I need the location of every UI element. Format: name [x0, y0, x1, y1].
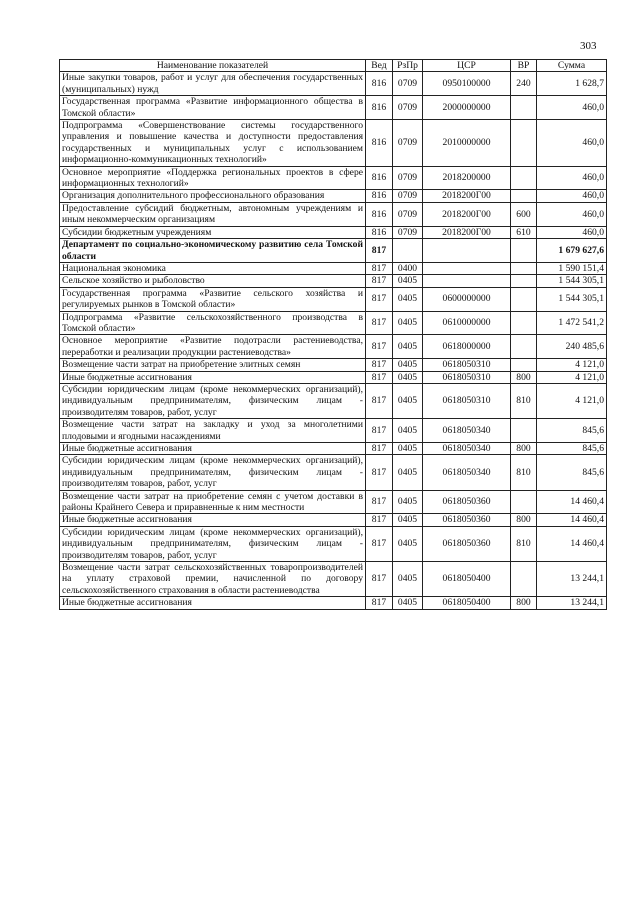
cell-vr: 800 — [511, 371, 537, 383]
cell-name: Иные бюджетные ассигнования — [60, 371, 366, 383]
cell-rzpr: 0405 — [393, 514, 423, 526]
cell-ved: 817 — [366, 311, 393, 335]
cell-name: Возмещение части затрат сельскохозяйственных товаропроизводителей на уплату страховой премии, начисленной по договору сельскохозяйственного страхования в области растениеводства — [60, 562, 366, 597]
table-row — [60, 275, 607, 287]
cell-vr: 600 — [511, 202, 537, 226]
cell-rzpr: 0405 — [393, 275, 423, 287]
table-row — [60, 96, 607, 120]
cell-sum: 14 460,4 — [537, 490, 607, 514]
cell-vr — [511, 287, 537, 311]
cell-csr: 0618050360 — [423, 514, 511, 526]
cell-csr: 0618050340 — [423, 443, 511, 455]
cell-csr: 0610000000 — [423, 311, 511, 335]
cell-name: Субсидии юридическим лицам (кроме некоммерческих организаций), индивидуальным предпринимателям, физическим лицам - производителям товаров, работ, услуг — [60, 455, 366, 490]
cell-csr: 2018200Г00 — [423, 202, 511, 226]
cell-vr — [511, 359, 537, 371]
cell-csr: 0618050340 — [423, 419, 511, 443]
cell-ved: 817 — [366, 371, 393, 383]
table-row — [60, 597, 607, 609]
cell-name: Субсидии юридическим лицам (кроме некоммерческих организаций), индивидуальным предпринимателям, физическим лицам - производителям товаров, работ, услуг — [60, 383, 366, 418]
cell-sum: 1 590 151,4 — [537, 262, 607, 274]
cell-name: Департамент по социально-экономическому развитию села Томской области — [60, 239, 366, 263]
cell-sum: 460,0 — [537, 226, 607, 238]
col-header-ved: Вед — [366, 60, 393, 72]
cell-name: Предоставление субсидий бюджетным, автономным учреждениям и иным некоммерческим организациям — [60, 202, 366, 226]
cell-ved: 816 — [366, 72, 393, 96]
cell-ved: 817 — [366, 335, 393, 359]
cell-name: Иные бюджетные ассигнования — [60, 514, 366, 526]
cell-csr: 0618050310 — [423, 359, 511, 371]
cell-vr: 810 — [511, 383, 537, 418]
cell-csr — [423, 275, 511, 287]
cell-csr — [423, 239, 511, 263]
cell-csr: 0618050310 — [423, 383, 511, 418]
cell-csr: 2018200000 — [423, 166, 511, 190]
table-row — [60, 526, 607, 561]
cell-name: Возмещение части затрат на приобретение элитных семян — [60, 359, 366, 371]
cell-sum: 240 485,6 — [537, 335, 607, 359]
cell-sum: 4 121,0 — [537, 371, 607, 383]
cell-csr: 2018200Г00 — [423, 226, 511, 238]
cell-rzpr: 0405 — [393, 597, 423, 609]
cell-rzpr: 0405 — [393, 371, 423, 383]
cell-vr — [511, 96, 537, 120]
table-row — [60, 562, 607, 597]
cell-sum: 1 628,7 — [537, 72, 607, 96]
cell-rzpr: 0405 — [393, 419, 423, 443]
cell-ved: 816 — [366, 202, 393, 226]
cell-ved: 816 — [366, 96, 393, 120]
cell-vr — [511, 239, 537, 263]
table-row — [60, 335, 607, 359]
cell-sum: 460,0 — [537, 202, 607, 226]
cell-name: Подпрограмма «Совершенствование системы государственного управления и повышение качества и доступности предоставления государственных и муниципальных услуг с использованием информационно-коммуникационных технологий» — [60, 120, 366, 167]
cell-name: Подпрограмма «Развитие сельскохозяйственного производства в Томской области» — [60, 311, 366, 335]
cell-name: Иные бюджетные ассигнования — [60, 597, 366, 609]
cell-name: Возмещение части затрат на приобретение семян с учетом доставки в районы Крайнего Севера и приравненные к ним местности — [60, 490, 366, 514]
cell-vr: 240 — [511, 72, 537, 96]
cell-csr: 0618050360 — [423, 490, 511, 514]
cell-sum: 13 244,1 — [537, 597, 607, 609]
cell-csr: 2000000000 — [423, 96, 511, 120]
cell-csr: 0618050310 — [423, 371, 511, 383]
cell-vr — [511, 419, 537, 443]
cell-name: Основное мероприятие «Развитие подотрасли растениеводства, переработки и реализации продукции растениеводства» — [60, 335, 366, 359]
cell-csr: 0618000000 — [423, 335, 511, 359]
table-row — [60, 166, 607, 190]
cell-vr — [511, 311, 537, 335]
table-row — [60, 490, 607, 514]
cell-name: Субсидии юридическим лицам (кроме некоммерческих организаций), индивидуальным предпринимателям, физическим лицам - производителям товаров, работ, услуг — [60, 526, 366, 561]
cell-sum: 460,0 — [537, 120, 607, 167]
cell-csr: 0618050360 — [423, 526, 511, 561]
cell-sum: 1 679 627,6 — [537, 239, 607, 263]
table-row — [60, 419, 607, 443]
cell-rzpr: 0709 — [393, 202, 423, 226]
cell-csr: 2018200Г00 — [423, 190, 511, 202]
cell-ved: 817 — [366, 419, 393, 443]
table-body — [60, 72, 607, 609]
cell-sum: 4 121,0 — [537, 383, 607, 418]
cell-ved: 817 — [366, 490, 393, 514]
cell-rzpr: 0405 — [393, 443, 423, 455]
table-row — [60, 226, 607, 238]
cell-ved: 817 — [366, 287, 393, 311]
cell-vr — [511, 166, 537, 190]
cell-rzpr: 0405 — [393, 311, 423, 335]
cell-csr: 0950100000 — [423, 72, 511, 96]
cell-sum: 1 544 305,1 — [537, 275, 607, 287]
cell-sum: 4 121,0 — [537, 359, 607, 371]
col-header-name: Наименование показателей — [60, 60, 366, 72]
cell-sum: 14 460,4 — [537, 514, 607, 526]
cell-rzpr — [393, 239, 423, 263]
cell-ved: 817 — [366, 514, 393, 526]
cell-rzpr: 0405 — [393, 455, 423, 490]
table-row — [60, 190, 607, 202]
cell-rzpr: 0709 — [393, 190, 423, 202]
cell-vr — [511, 562, 537, 597]
cell-rzpr: 0405 — [393, 490, 423, 514]
cell-vr: 800 — [511, 514, 537, 526]
cell-name: Основное мероприятие «Поддержка региональных проектов в сфере информационных технологий» — [60, 166, 366, 190]
cell-vr — [511, 120, 537, 167]
cell-ved: 817 — [366, 455, 393, 490]
cell-ved: 816 — [366, 226, 393, 238]
cell-rzpr: 0400 — [393, 262, 423, 274]
table-row — [60, 120, 607, 167]
cell-name: Государственная программа «Развитие информационного общества в Томской области» — [60, 96, 366, 120]
table-row — [60, 383, 607, 418]
cell-rzpr: 0405 — [393, 335, 423, 359]
cell-ved: 816 — [366, 120, 393, 167]
cell-rzpr: 0709 — [393, 166, 423, 190]
cell-sum: 13 244,1 — [537, 562, 607, 597]
cell-rzpr: 0709 — [393, 120, 423, 167]
cell-sum: 845,6 — [537, 443, 607, 455]
cell-sum: 460,0 — [537, 96, 607, 120]
table-row — [60, 359, 607, 371]
cell-ved: 816 — [366, 190, 393, 202]
cell-vr — [511, 275, 537, 287]
cell-ved: 816 — [366, 166, 393, 190]
cell-ved: 817 — [366, 526, 393, 561]
cell-rzpr: 0405 — [393, 287, 423, 311]
cell-ved: 817 — [366, 383, 393, 418]
cell-name: Государственная программа «Развитие сельского хозяйства и регулируемых рынков в Томской области» — [60, 287, 366, 311]
cell-csr: 0618050340 — [423, 455, 511, 490]
cell-rzpr: 0709 — [393, 96, 423, 120]
table-row — [60, 514, 607, 526]
cell-vr: 810 — [511, 526, 537, 561]
table-row — [60, 443, 607, 455]
cell-name: Иные бюджетные ассигнования — [60, 443, 366, 455]
cell-sum: 1 544 305,1 — [537, 287, 607, 311]
cell-vr: 800 — [511, 597, 537, 609]
cell-csr: 0618050400 — [423, 562, 511, 597]
table-row — [60, 262, 607, 274]
page-number: 303 — [580, 40, 597, 52]
table-header-row — [60, 60, 607, 72]
col-header-rzpr: РзПр — [393, 60, 423, 72]
cell-sum: 845,6 — [537, 419, 607, 443]
cell-name: Иные закупки товаров, работ и услуг для обеспечения государственных (муниципальных) нужд — [60, 72, 366, 96]
cell-ved: 817 — [366, 597, 393, 609]
cell-csr: 2010000000 — [423, 120, 511, 167]
cell-name: Сельское хозяйство и рыболовство — [60, 275, 366, 287]
table-row — [60, 287, 607, 311]
cell-rzpr: 0405 — [393, 562, 423, 597]
cell-csr: 0618050400 — [423, 597, 511, 609]
cell-ved: 817 — [366, 359, 393, 371]
cell-csr: 0600000000 — [423, 287, 511, 311]
col-header-vr: ВР — [511, 60, 537, 72]
table-row — [60, 239, 607, 263]
cell-rzpr: 0709 — [393, 226, 423, 238]
cell-name: Национальная экономика — [60, 262, 366, 274]
cell-vr: 800 — [511, 443, 537, 455]
cell-sum: 1 472 541,2 — [537, 311, 607, 335]
cell-vr — [511, 335, 537, 359]
cell-ved: 817 — [366, 275, 393, 287]
cell-sum: 460,0 — [537, 166, 607, 190]
col-header-sum: Сумма — [537, 60, 607, 72]
table-row — [60, 202, 607, 226]
cell-sum: 14 460,4 — [537, 526, 607, 561]
col-header-csr: ЦСР — [423, 60, 511, 72]
cell-csr — [423, 262, 511, 274]
cell-vr — [511, 490, 537, 514]
cell-ved: 817 — [366, 562, 393, 597]
budget-table — [59, 59, 607, 610]
table-row — [60, 311, 607, 335]
cell-name: Возмещение части затрат на закладку и уход за многолетними плодовыми и ягодными насаждениями — [60, 419, 366, 443]
cell-vr — [511, 190, 537, 202]
cell-vr: 610 — [511, 226, 537, 238]
cell-sum: 845,6 — [537, 455, 607, 490]
cell-name: Субсидии бюджетным учреждениям — [60, 226, 366, 238]
cell-name: Организация дополнительного профессионального образования — [60, 190, 366, 202]
cell-vr: 810 — [511, 455, 537, 490]
cell-sum: 460,0 — [537, 190, 607, 202]
cell-vr — [511, 262, 537, 274]
cell-ved: 817 — [366, 443, 393, 455]
cell-rzpr: 0709 — [393, 72, 423, 96]
table-row — [60, 371, 607, 383]
table-row — [60, 72, 607, 96]
cell-rzpr: 0405 — [393, 359, 423, 371]
cell-rzpr: 0405 — [393, 383, 423, 418]
cell-ved: 817 — [366, 239, 393, 263]
cell-ved: 817 — [366, 262, 393, 274]
table-row — [60, 455, 607, 490]
cell-rzpr: 0405 — [393, 526, 423, 561]
